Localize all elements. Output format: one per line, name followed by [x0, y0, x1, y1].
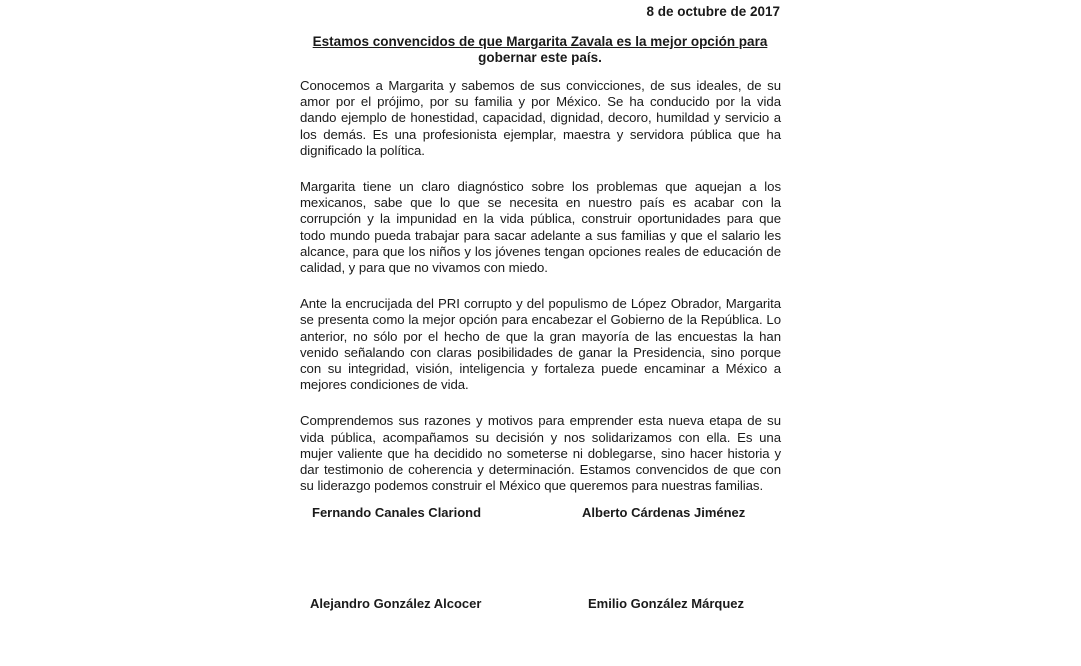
- letter-paragraph-2: Margarita tiene un claro diagnóstico sobre los problemas que aquejan a los mexicanos, sabe que lo que se necesita en nuestro país es acabar con la corrupción y la impunidad en la vida pública, construir oportunidades para que todo mundo pueda trabajar para sacar adelante a sus familias y que el salario les alcance, para que los niños y los jóvenes tengan opciones reales de educación de calidad, y para que no vivamos con miedo.: [300, 179, 781, 276]
- letter-paragraph-3: Ante la encrucijada del PRI corrupto y del populismo de López Obrador, Margarita se presenta como la mejor opción para encabezar el Gobierno de la República. Lo anterior, no sólo por el hecho de que la gran mayoría de las encuestas la han venido señalando con claras posibilidades de ganar la Presidencia, sino porque con su integridad, visión, inteligencia y fortaleza puede encaminar a México a mejores condiciones de vida.: [300, 296, 781, 393]
- signatory-name-4: Emilio González Márquez: [588, 596, 745, 611]
- letter-paragraph-1: Conocemos a Margarita y sabemos de sus convicciones, de sus ideales, de su amor por el prójimo, por su familia y por México. Se ha conducido por la vida dando ejemplo de honestidad, capacidad, dignidad, decoro, humildad y servicio a los demás. Es una profesionista ejemplar, maestra y servidora pública que ha dignificado la política.: [300, 78, 781, 158]
- signatory-name-2: Alberto Cárdenas Jiménez: [582, 505, 746, 520]
- letter-title-line-1: Estamos convencidos de que Margarita Zavala es la mejor opción para: [312, 34, 768, 49]
- letter-title: [300, 34, 780, 66]
- letter-date: 8 de octubre de 2017: [646, 4, 780, 19]
- letter-title-line-2: gobernar este país.: [478, 50, 602, 65]
- signatory-name-1: Fernando Canales Clariond: [312, 505, 482, 520]
- signatory-name-3: Alejandro González Alcocer: [310, 596, 482, 611]
- letter-paragraph-4: Comprendemos sus razones y motivos para emprender esta nueva etapa de su vida pública, acompañamos su decisión y nos solidarizamos con ella. Es una mujer valiente que ha decidido no someterse ni doblegarse, sino hacer historia y dar testimonio de coherencia y determinación. Estamos convencidos de que con su liderazgo podemos construir el México que queremos para nuestras familias.: [300, 413, 781, 494]
- letter-body: [300, 78, 781, 514]
